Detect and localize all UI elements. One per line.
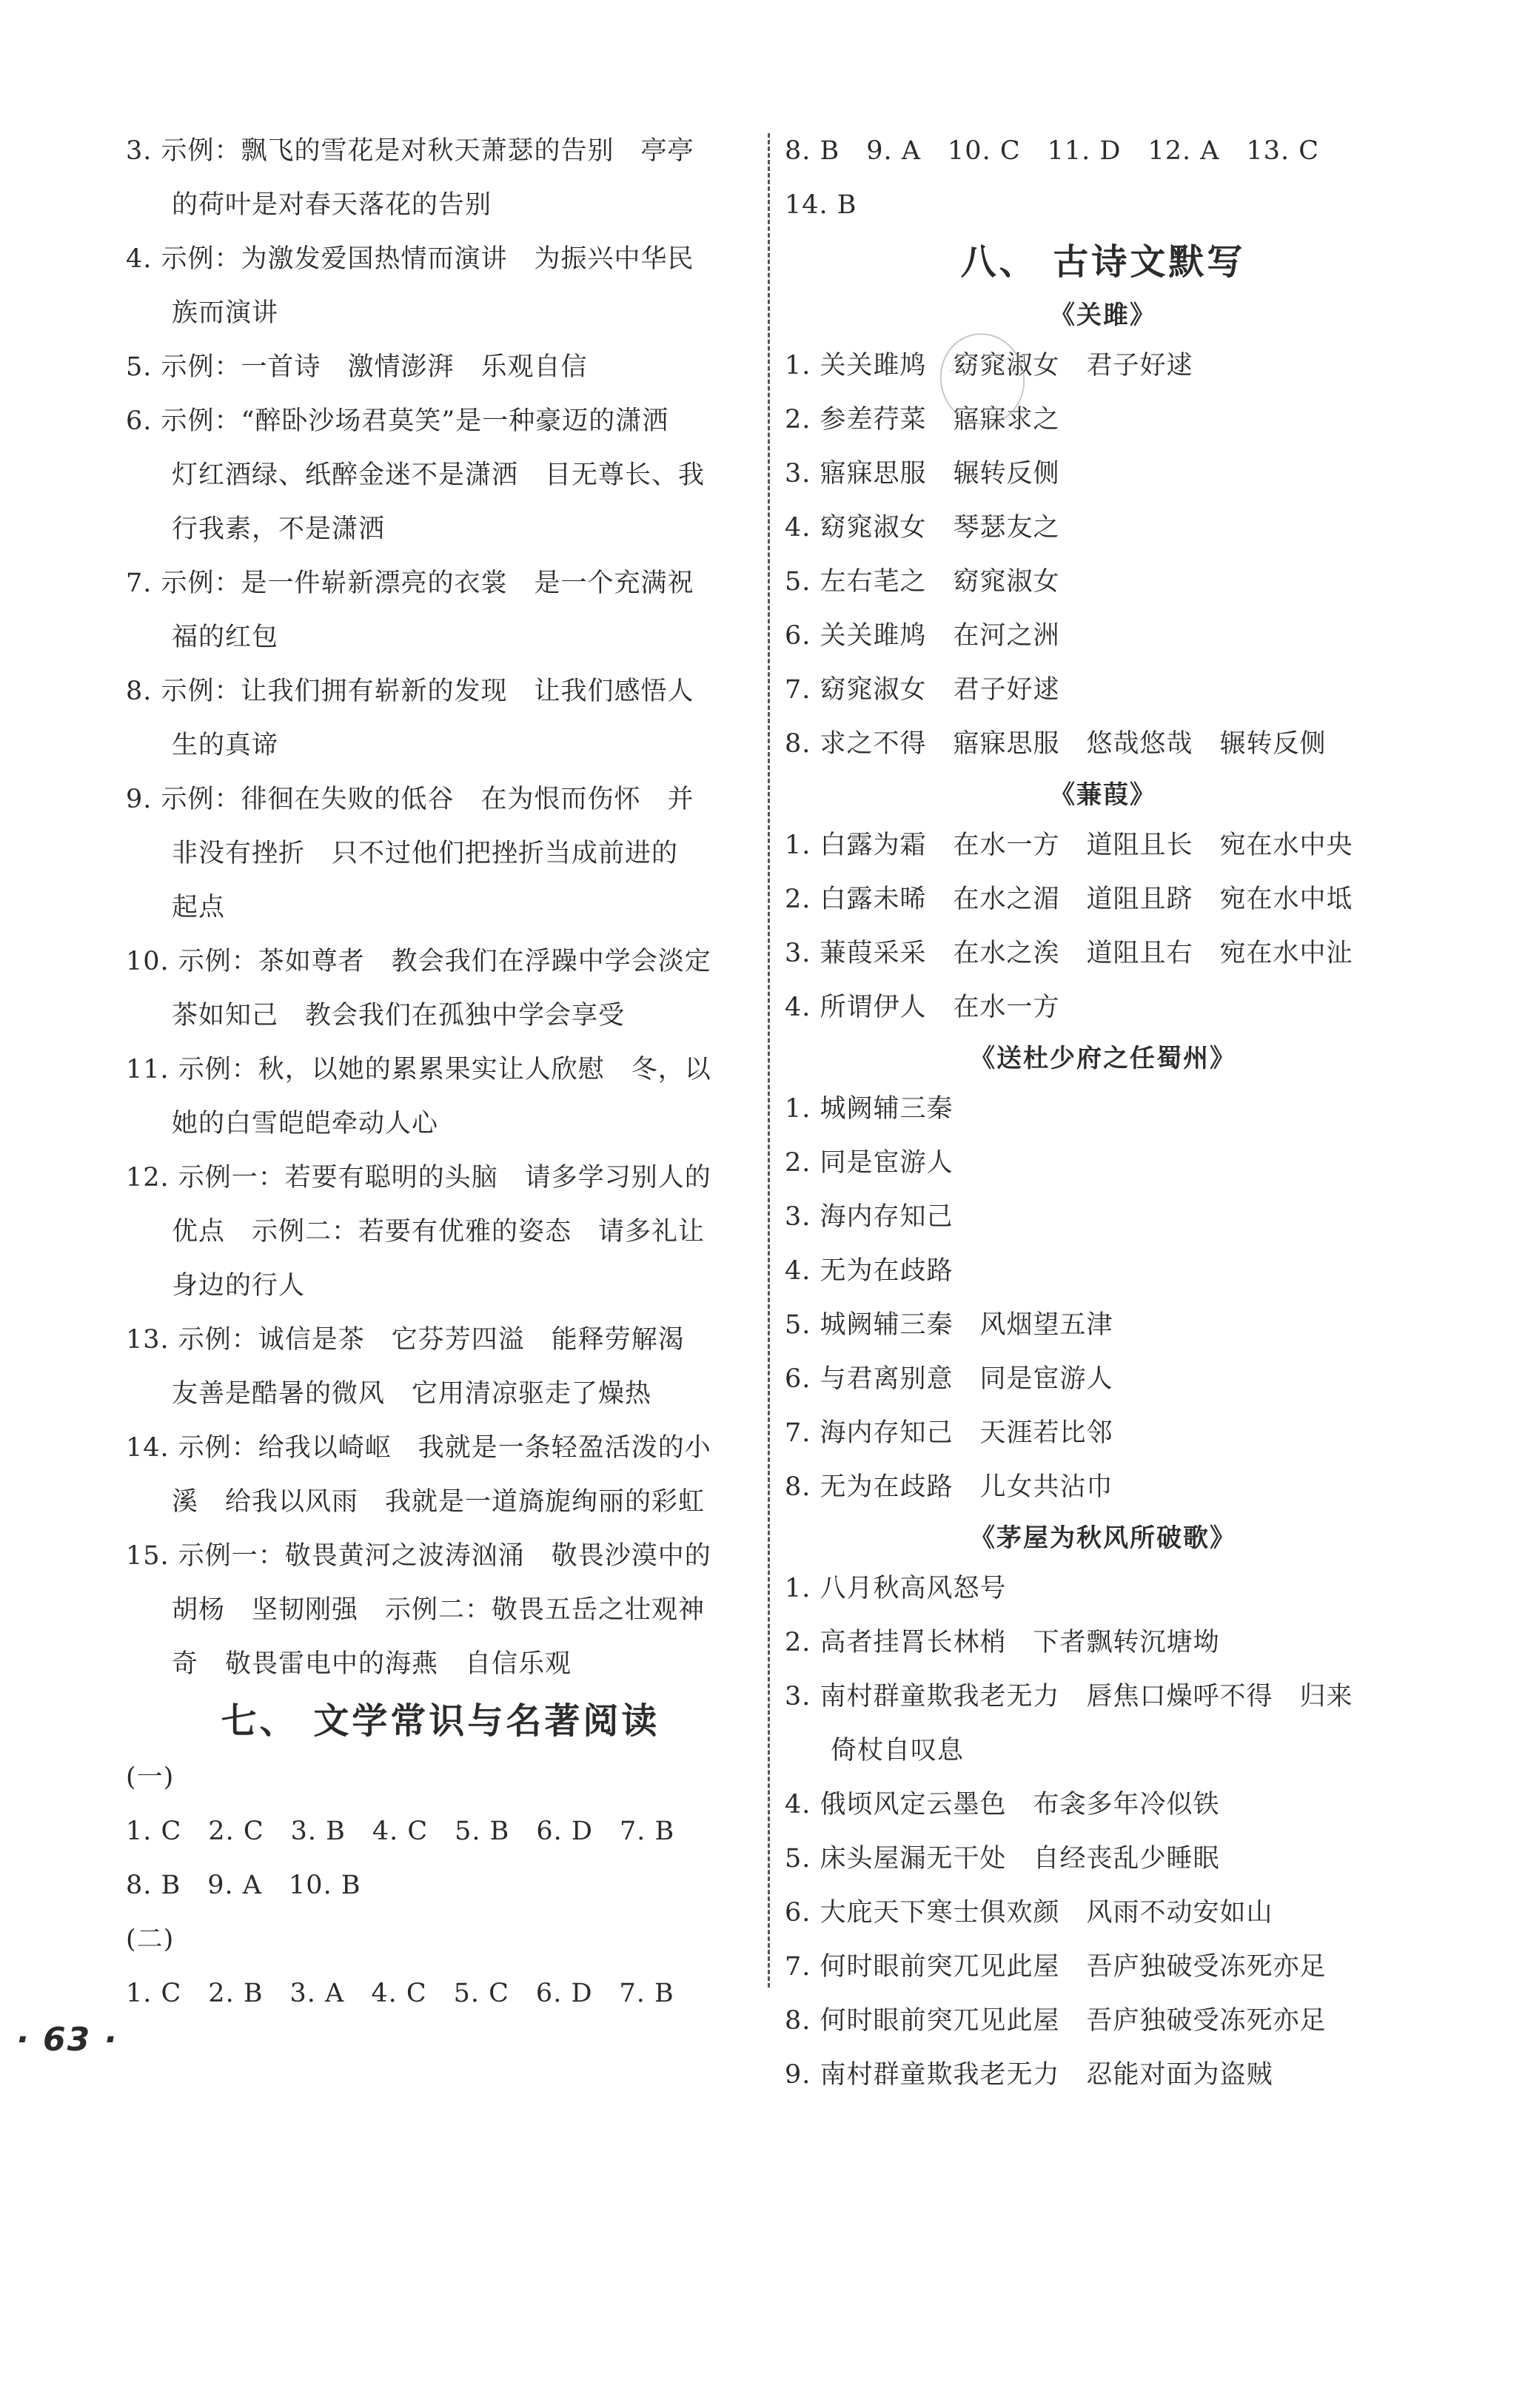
answer-line: 3. 南村群童欺我老无力 唇焦口燥呼不得 归来 [785, 1682, 1353, 1711]
answer-line: 优点 示例二：若要有优雅的姿态 请多礼让 [172, 1217, 706, 1247]
answer-line: 2. 白露未晞 在水之湄 道阻且跻 宛在水中坻 [785, 885, 1353, 914]
answer-line: 2. 高者挂罥长林梢 下者飘转沉塘坳 [785, 1628, 1220, 1657]
answer-line: 3. 海内存知己 [785, 1202, 954, 1232]
answer-line: 7. 示例：是一件崭新漂亮的衣裳 是一个充满祝 [126, 569, 694, 598]
answer-line: 的荷叶是对春天落花的告别 [172, 190, 492, 220]
answer-line: 15. 示例一：敬畏黄河之波涛汹涌 敬畏沙漠中的 [126, 1541, 711, 1571]
answer-line: 7. 何时眼前突兀见此屋 吾庐独破受冻死亦足 [785, 1952, 1327, 1982]
answer-line: 2. 同是宦游人 [785, 1148, 954, 1178]
answer-line: 4. 窈窕淑女 琴瑟友之 [785, 513, 1060, 543]
answer-line: 4. 俄顷风定云墨色 布衾多年冷似铁 [785, 1790, 1220, 1820]
answer-line: 1. C 2. C 3. B 4. C 5. B 6. D 7. B [126, 1817, 675, 1846]
answer-line: 14. B [785, 190, 857, 220]
poem-title: 《茅屋为秋风所破歌》 [970, 1523, 1236, 1553]
answer-line: 福的红包 [172, 623, 279, 652]
answer-line: 6. 与君离别意 同是宦游人 [785, 1364, 1113, 1394]
answer-line: 起点 [172, 893, 226, 922]
answer-line: 9. 南村群童欺我老无力 忍能对面为盗贼 [785, 2060, 1273, 2090]
right-column [785, 124, 1421, 2102]
answer-line: 13. 示例：诚信是茶 它芬芳四溢 能释劳解渴 [126, 1325, 685, 1355]
answer-line: 1. 八月秋高风怒号 [785, 1574, 1007, 1603]
answer-line: 灯红酒绿、纸醉金迷不是潇洒 目无尊长、我 [172, 460, 706, 490]
answer-line: 7. 窈窕淑女 君子好逑 [785, 675, 1060, 705]
answer-line: 8. B 9. A 10. C 11. D 12. A 13. C [785, 136, 1320, 166]
answer-line: 8. 求之不得 寤寐思服 悠哉悠哉 辗转反侧 [785, 729, 1327, 759]
part-label: (二) [126, 1925, 175, 1954]
answer-line: 2. 参差荇菜 寤寐求之 [785, 405, 1060, 435]
answer-line: 1. 关关雎鸠 窈窕淑女 君子好逑 [785, 351, 1193, 380]
answer-line: 12. 示例一：若要有聪明的头脑 请多学习别人的 [126, 1163, 711, 1193]
answer-line: 溪 给我以风雨 我就是一道旖旎绚丽的彩虹 [172, 1487, 706, 1517]
poem-title: 《送杜少府之任蜀州》 [970, 1044, 1236, 1073]
answer-line: 4. 无为在歧路 [785, 1256, 954, 1286]
answer-line: 1. 城阙辅三秦 [785, 1094, 954, 1124]
answer-line: 4. 所谓伊人 在水一方 [785, 993, 1060, 1022]
answer-line: 8. 何时眼前突兀见此屋 吾庐独破受冻死亦足 [785, 2006, 1327, 2036]
answer-line: 1. C 2. B 3. A 4. C 5. C 6. D 7. B [126, 1979, 674, 2008]
answer-line: 她的白雪皑皑牵动人心 [172, 1109, 439, 1138]
answer-line: 8. B 9. A 10. B [126, 1871, 361, 1900]
answer-line: 生的真谛 [172, 731, 279, 760]
answer-line: 8. 示例：让我们拥有崭新的发现 让我们感悟人 [126, 677, 694, 706]
answer-line: 行我素，不是潇洒 [172, 514, 386, 544]
answer-line: 11. 示例：秋，以她的累累果实让人欣慰 冬，以 [126, 1055, 711, 1084]
answer-line: 族而演讲 [172, 298, 279, 328]
answer-line: 6. 示例：“醉卧沙场君莫笑”是一种豪迈的潇洒 [126, 406, 669, 436]
answer-line: 奇 敬畏雷电中的海燕 自信乐观 [172, 1649, 572, 1679]
answer-line: 3. 示例：飘飞的雪花是对秋天萧瑟的告别 亭亭 [126, 136, 694, 166]
answer-line: 友善是酷暑的微风 它用清凉驱走了燥热 [172, 1379, 652, 1409]
poem-title: 《蒹葭》 [1050, 780, 1156, 810]
section-8-title: 八、 古诗文默写 [960, 241, 1246, 283]
answer-line: 胡杨 坚韧刚强 示例二：敬畏五岳之壮观神 [172, 1595, 706, 1625]
answer-line: 5. 城阙辅三秦 风烟望五津 [785, 1310, 1113, 1340]
left-column [126, 124, 755, 2021]
answer-line: 倚杖自叹息 [831, 1736, 965, 1765]
column-divider [768, 133, 770, 1988]
answer-line: 3. 寤寐思服 辗转反侧 [785, 459, 1060, 489]
poem-title: 《关雎》 [1050, 301, 1156, 330]
answer-line: 9. 示例：徘徊在失败的低谷 在为恨而伤怀 并 [126, 785, 694, 814]
answer-line: 6. 大庇天下寒士俱欢颜 风雨不动安如山 [785, 1898, 1273, 1928]
answer-line: 1. 白露为霜 在水一方 道阻且长 宛在水中央 [785, 831, 1353, 860]
answer-line: 14. 示例：给我以崎岖 我就是一条轻盈活泼的小 [126, 1433, 711, 1463]
answer-line: 6. 关关雎鸠 在河之洲 [785, 621, 1060, 651]
answer-line: 5. 床头屋漏无干处 自经丧乱少睡眠 [785, 1844, 1220, 1874]
section-7-title: 七、 文学常识与名著阅读 [221, 1700, 660, 1742]
page-number: · 63 · [16, 2021, 118, 2059]
answer-line: 5. 示例：一首诗 激情澎湃 乐观自信 [126, 352, 588, 382]
answer-line: 4. 示例：为激发爱国热情而演讲 为振兴中华民 [126, 244, 694, 274]
answer-line: 身边的行人 [172, 1271, 306, 1301]
answer-line: 茶如知己 教会我们在孤独中学会享受 [172, 1001, 626, 1030]
answer-line: 7. 海内存知己 天涯若比邻 [785, 1418, 1113, 1448]
answer-line: 3. 蒹葭采采 在水之涘 道阻且右 宛在水中沚 [785, 939, 1353, 968]
part-label: (一) [126, 1763, 175, 1792]
answer-line: 非没有挫折 只不过他们把挫折当成前进的 [172, 839, 679, 868]
answer-line: 10. 示例：茶如尊者 教会我们在浮躁中学会淡定 [126, 947, 711, 976]
answer-line: 8. 无为在歧路 儿女共沾巾 [785, 1472, 1113, 1502]
answer-line: 5. 左右芼之 窈窕淑女 [785, 567, 1060, 597]
